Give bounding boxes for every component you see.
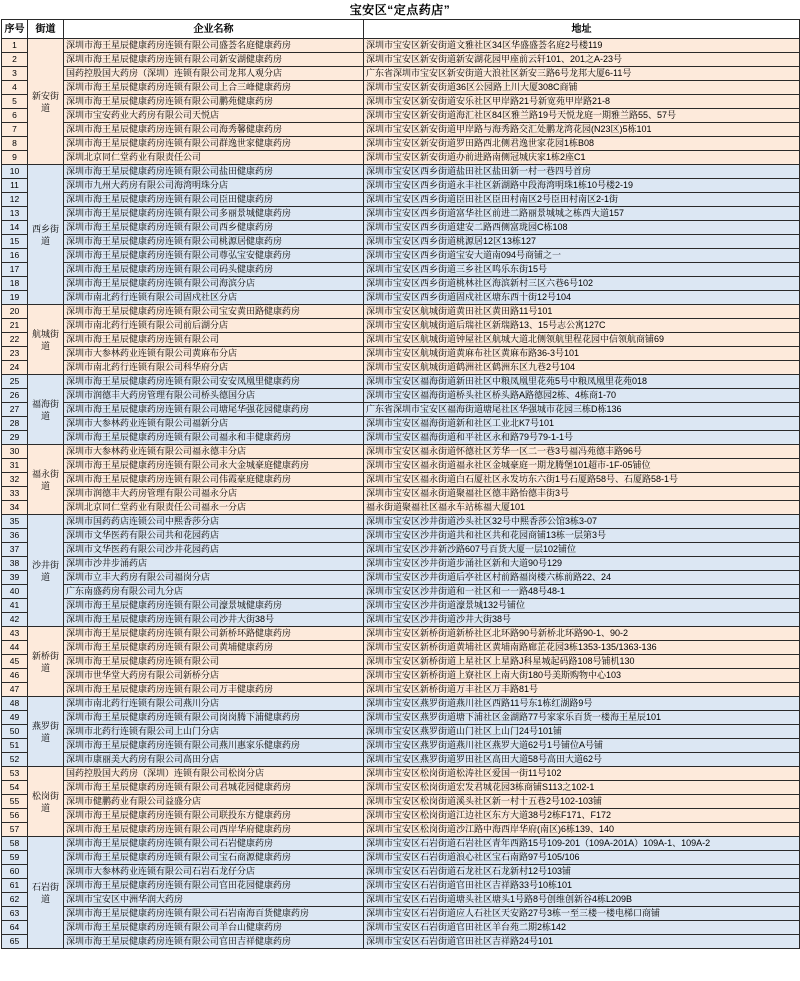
cell-seq: 28 [2, 417, 28, 431]
cell-address: 深圳市宝安区石岩街道浪心社区宝石南路97号105/106 [364, 851, 800, 865]
cell-address: 深圳市宝安区燕罗街道燕川社区西路11号东1栋红湖路9号 [364, 697, 800, 711]
table-row [2, 179, 800, 193]
cell-seq: 7 [2, 123, 28, 137]
cell-seq: 41 [2, 599, 28, 613]
cell-address: 深圳市宝安区西乡街道桃林社区海滨新村三区六巷6号102 [364, 277, 800, 291]
cell-address: 深圳市宝安区沙井街道濠景城132号铺位 [364, 599, 800, 613]
cell-company-name: 深圳市大参林药业连锁有限公司黄麻布分店 [64, 347, 364, 361]
cell-company-name: 国药控股国大药房（深圳）连锁有限公司松岗分店 [64, 767, 364, 781]
cell-address: 深圳市宝安区新安街道办前进路南侧冠城庆家1栋2座C1 [364, 151, 800, 165]
cell-company-name: 深圳市大参林药业连锁有限公司福永德丰分店 [64, 445, 364, 459]
table-row [2, 711, 800, 725]
cell-seq: 12 [2, 193, 28, 207]
header-seq: 序号 [2, 20, 28, 39]
table-row [2, 529, 800, 543]
table-row [2, 655, 800, 669]
cell-address: 深圳市宝安区西乡街道宝安大道南094号商铺之一 [364, 249, 800, 263]
cell-address: 深圳市宝安区石岩街道塘头社区塘头1号路8号创维创新谷4栋L209B [364, 893, 800, 907]
cell-address: 深圳市宝安区西乡街道桃源居12区13栋127 [364, 235, 800, 249]
cell-company-name: 深圳市大参林药业连锁有限公司福新分店 [64, 417, 364, 431]
cell-address: 深圳市宝安区航城街道黄麻布社区黄麻布路36-3号101 [364, 347, 800, 361]
cell-seq: 24 [2, 361, 28, 375]
cell-address: 深圳市宝安区福永街道福永社区金城豪庭一期龙腾堡101超市-1F-05铺位 [364, 459, 800, 473]
cell-street: 石岩街道 [28, 837, 64, 949]
cell-seq: 44 [2, 641, 28, 655]
table-row [2, 613, 800, 627]
cell-company-name: 深圳市海王星辰健康药房连锁有限公司伟霞豪庭健康药房 [64, 473, 364, 487]
table-row [2, 319, 800, 333]
cell-company-name: 深圳市海王星辰健康药房连锁有限公司盛荟名庭健康药房 [64, 39, 364, 53]
cell-company-name: 深圳市海王星辰健康药房连锁有限公司海秀馨健康药房 [64, 123, 364, 137]
cell-seq: 11 [2, 179, 28, 193]
cell-company-name: 深圳市宝安药业大药房有限公司天悦店 [64, 109, 364, 123]
cell-address: 深圳市宝安区松岗街道沙江路中海西岸华府(南区)6栋139、140 [364, 823, 800, 837]
cell-address: 深圳市宝安区新桥街道新桥社区北环路90号新桥北环路90-1、90-2 [364, 627, 800, 641]
cell-company-name: 深圳市海王星辰健康药房连锁有限公司君城花园健康药房 [64, 781, 364, 795]
table-row [2, 249, 800, 263]
cell-seq: 31 [2, 459, 28, 473]
cell-company-name: 广东南盛药房有限公司九分店 [64, 585, 364, 599]
table-row [2, 879, 800, 893]
table-row [2, 347, 800, 361]
table-row [2, 809, 800, 823]
cell-company-name: 深圳市海王星辰健康药房连锁有限公司塘尾华强花园健康药房 [64, 403, 364, 417]
table-row [2, 389, 800, 403]
cell-seq: 60 [2, 865, 28, 879]
table-row [2, 459, 800, 473]
table-row [2, 823, 800, 837]
cell-address: 深圳市宝安区西乡街道永丰社区新湖路中段海湾明珠1栋10号楼2-19 [364, 179, 800, 193]
cell-street: 沙井街道 [28, 515, 64, 627]
cell-company-name: 深圳市海王星辰健康药房连锁有限公司西乡健康药房 [64, 221, 364, 235]
cell-address: 深圳市宝安区新桥街道上星社区上星路J科星城起码路108号铺机130 [364, 655, 800, 669]
cell-seq: 42 [2, 613, 28, 627]
header-address: 地址 [364, 20, 800, 39]
cell-company-name: 深圳市海王星辰健康药房连锁有限公司黄埔健康药房 [64, 641, 364, 655]
table-row [2, 753, 800, 767]
cell-company-name: 深圳市国药药店连锁公司中熙香莎分店 [64, 515, 364, 529]
cell-company-name: 深圳北京同仁堂药业有限责任公司福永一分店 [64, 501, 364, 515]
table-row [2, 907, 800, 921]
cell-company-name: 深圳市海王星辰健康药房连锁有限公司盐田健康药房 [64, 165, 364, 179]
cell-seq: 33 [2, 487, 28, 501]
cell-address: 广东省深圳市宝安区福海街道塘尾社区华强城市花园三栋D栋136 [364, 403, 800, 417]
cell-seq: 47 [2, 683, 28, 697]
cell-address: 深圳市宝安区石岩街道官田社区吉祥路33号10栋101 [364, 879, 800, 893]
cell-address: 深圳市宝安区燕罗街道罗田社区高田大道58号高田大道62号 [364, 753, 800, 767]
table-row [2, 193, 800, 207]
cell-seq: 19 [2, 291, 28, 305]
table-row [2, 81, 800, 95]
cell-company-name: 深圳市海王星辰健康药房连锁有限公司濠景城健康药房 [64, 599, 364, 613]
cell-address: 深圳市宝安区燕罗街道山门社区上山门24号101铺 [364, 725, 800, 739]
table-row [2, 207, 800, 221]
cell-seq: 57 [2, 823, 28, 837]
cell-company-name: 深圳市宝安区中洲华润大药房 [64, 893, 364, 907]
page-title: 宝安区“定点药店” [349, 3, 451, 17]
cell-address: 深圳市宝安区松岗街道松涛社区爱国一街11号102 [364, 767, 800, 781]
table-body [2, 39, 800, 949]
cell-company-name: 深圳市海王星辰健康药房连锁有限公司 [64, 655, 364, 669]
cell-seq: 13 [2, 207, 28, 221]
table-row [2, 361, 800, 375]
cell-street: 新安街道 [28, 39, 64, 165]
cell-company-name: 深圳市海王星辰健康药房连锁有限公司码头健康药房 [64, 263, 364, 277]
table-row [2, 501, 800, 515]
cell-company-name: 深圳市海王星辰健康药房连锁有限公司 [64, 333, 364, 347]
cell-address: 深圳市宝安区燕罗街道塘下浦社区金湖路77号家家乐百货一楼海王星辰101 [364, 711, 800, 725]
header-name: 企业名称 [64, 20, 364, 39]
cell-company-name: 深圳市海王星辰健康药房连锁有限公司新安湖健康药房 [64, 53, 364, 67]
cell-street: 松岗街道 [28, 767, 64, 837]
cell-address: 深圳市宝安区沙井街道沙头社区32号中熙香莎公馆3栋3-07 [364, 515, 800, 529]
cell-seq: 65 [2, 935, 28, 949]
cell-address: 深圳市宝安区石岩街道官田社区吉祥路24号101 [364, 935, 800, 949]
table-row [2, 431, 800, 445]
cell-address: 深圳市宝安区航城街道后瑞社区新瑞路13、15号志公寓127C [364, 319, 800, 333]
table-row [2, 235, 800, 249]
cell-address: 深圳市宝安区石岩街道石龙社区石龙新村12号103铺 [364, 865, 800, 879]
cell-company-name: 深圳市文华医药有限公司共和花园药店 [64, 529, 364, 543]
cell-company-name: 深圳市海王星辰健康药房连锁有限公司尊弘宝安健康药房 [64, 249, 364, 263]
cell-seq: 59 [2, 851, 28, 865]
cell-address: 深圳市宝安区航城街道黄田社区黄田路11号101 [364, 305, 800, 319]
cell-street: 新桥街道 [28, 627, 64, 697]
header-street: 街道 [28, 20, 64, 39]
cell-seq: 35 [2, 515, 28, 529]
table-row [2, 333, 800, 347]
cell-company-name: 深圳市康丽美大药房有限公司高田分店 [64, 753, 364, 767]
cell-street: 燕罗街道 [28, 697, 64, 767]
cell-company-name: 深圳市海王星辰健康药房连锁有限公司石岩健康药房 [64, 837, 364, 851]
cell-address: 深圳市宝安区沙井新沙路607号百货大厦一层102铺位 [364, 543, 800, 557]
table-row [2, 487, 800, 501]
cell-seq: 38 [2, 557, 28, 571]
cell-company-name: 深圳市南北药行连锁有限公司前后湖分店 [64, 319, 364, 333]
cell-address: 深圳市宝安区新安街道甲岸路与海秀路交汇处鹏龙湾花园(N23区)5栋101 [364, 123, 800, 137]
cell-company-name: 深圳市海王星辰健康药房连锁有限公司新桥环路健康药房 [64, 627, 364, 641]
table-row [2, 137, 800, 151]
cell-seq: 5 [2, 95, 28, 109]
table-row [2, 921, 800, 935]
cell-address: 深圳市宝安区航城街道钟屋社区航城大道北侧领航里程花园中信领航商铺69 [364, 333, 800, 347]
cell-company-name: 深圳市北药行连锁有限公司上山门分店 [64, 725, 364, 739]
table-row [2, 627, 800, 641]
cell-address: 深圳市宝安区新安街道36区公园路上川大厦308C商铺 [364, 81, 800, 95]
cell-address: 深圳市宝安区新桥街道万丰社区万丰路81号 [364, 683, 800, 697]
cell-company-name: 深圳市南北药行连锁有限公司科华府分店 [64, 361, 364, 375]
cell-seq: 36 [2, 529, 28, 543]
table-row [2, 739, 800, 753]
table-row [2, 417, 800, 431]
table-row [2, 151, 800, 165]
table-row [2, 53, 800, 67]
cell-seq: 50 [2, 725, 28, 739]
cell-address: 深圳市宝安区燕罗街道燕川社区燕罗大道62号1号铺位A号铺 [364, 739, 800, 753]
cell-seq: 6 [2, 109, 28, 123]
cell-company-name: 国药控股国大药房（深圳）连锁有限公司龙邦人观分店 [64, 67, 364, 81]
cell-seq: 45 [2, 655, 28, 669]
cell-company-name: 深圳市海王星辰健康药房连锁有限公司宝安黄田路健康药房 [64, 305, 364, 319]
cell-company-name: 深圳市海王星辰健康药房连锁有限公司官田花园健康药房 [64, 879, 364, 893]
table-row [2, 263, 800, 277]
cell-seq: 34 [2, 501, 28, 515]
cell-seq: 64 [2, 921, 28, 935]
cell-address: 福永街道聚福社区福永车站栋福大厦101 [364, 501, 800, 515]
cell-seq: 30 [2, 445, 28, 459]
table-row [2, 445, 800, 459]
table-row [2, 277, 800, 291]
cell-seq: 22 [2, 333, 28, 347]
cell-address: 深圳市宝安区沙井街道和一社区和一一路48号48-1 [364, 585, 800, 599]
cell-company-name: 深圳市海王星辰健康药房连锁有限公司西岸华府健康药房 [64, 823, 364, 837]
cell-company-name: 深圳市海王星辰健康药房连锁有限公司臣田健康药房 [64, 193, 364, 207]
cell-seq: 55 [2, 795, 28, 809]
cell-address: 深圳市宝安区福海街道和平社区永和路79号79-1-1号 [364, 431, 800, 445]
cell-company-name: 深圳市海王星辰健康药房连锁有限公司石岩南海百货健康药房 [64, 907, 364, 921]
cell-seq: 62 [2, 893, 28, 907]
cell-seq: 8 [2, 137, 28, 151]
cell-company-name: 深圳市健鹏药业有限公司益盛分店 [64, 795, 364, 809]
cell-company-name: 深圳市海王星辰健康药房连锁有限公司联投东方健康药房 [64, 809, 364, 823]
cell-seq: 20 [2, 305, 28, 319]
cell-company-name: 深圳市润德丰大药房管理有限公司桥头德国分店 [64, 389, 364, 403]
table-row [2, 935, 800, 949]
cell-address: 深圳市宝安区西乡街道固戍社区塘东西十街12号104 [364, 291, 800, 305]
table-row [2, 669, 800, 683]
cell-address: 深圳市宝安区西乡街道三乡社区鸣乐东街15号 [364, 263, 800, 277]
cell-address: 深圳市宝安区松岗街道宏发君城花园3栋商铺S113之102-1 [364, 781, 800, 795]
cell-address: 深圳市宝安区新安街道文雅社区34区华盛盛荟名庭2号楼119 [364, 39, 800, 53]
cell-address: 深圳市宝安区西乡街道富华社区前进二路丽景城城之栋西大道157 [364, 207, 800, 221]
cell-address: 深圳市宝安区新安街道新安湖花园甲座前云轩101、201之A-23号 [364, 53, 800, 67]
cell-address: 深圳市宝安区石岩街道石岩社区青年西路15号109-201（109A-201A）109A-1、109A-2 [364, 837, 800, 851]
cell-seq: 37 [2, 543, 28, 557]
cell-address: 深圳市宝安区福海街道新和社区工业北K7号101 [364, 417, 800, 431]
cell-company-name: 深圳市九州大药房有限公司海湾明珠分店 [64, 179, 364, 193]
cell-company-name: 深圳市海王星辰健康药房连锁有限公司安安凤凰里健康药房 [64, 375, 364, 389]
cell-company-name: 深圳市南北药行连锁有限公司燕川分店 [64, 697, 364, 711]
cell-seq: 23 [2, 347, 28, 361]
cell-seq: 17 [2, 263, 28, 277]
cell-company-name: 深圳市海王星辰健康药房连锁有限公司桃源居健康药房 [64, 235, 364, 249]
cell-address: 深圳市宝安区沙井街道步涌社区新和大道90号129 [364, 557, 800, 571]
cell-company-name: 深圳市海王星辰健康药房连锁有限公司羊台山健康药房 [64, 921, 364, 935]
cell-street: 福海街道 [28, 375, 64, 445]
cell-seq: 29 [2, 431, 28, 445]
cell-seq: 49 [2, 711, 28, 725]
table-row [2, 123, 800, 137]
table-row [2, 599, 800, 613]
table-row [2, 795, 800, 809]
cell-seq: 54 [2, 781, 28, 795]
cell-street: 福永街道 [28, 445, 64, 515]
table-row [2, 837, 800, 851]
cell-company-name: 深圳市海王星辰健康药房连锁有限公司多丽景城健康药房 [64, 207, 364, 221]
table-row [2, 585, 800, 599]
cell-seq: 43 [2, 627, 28, 641]
cell-seq: 15 [2, 235, 28, 249]
table-row [2, 683, 800, 697]
table-header [2, 20, 800, 39]
pharmacy-table [1, 19, 800, 949]
cell-seq: 21 [2, 319, 28, 333]
table-row [2, 165, 800, 179]
cell-seq: 39 [2, 571, 28, 585]
cell-address: 深圳市宝安区福海街道新田社区中粮凤凰里花苑5号中粮凤凰里花苑018 [364, 375, 800, 389]
cell-seq: 48 [2, 697, 28, 711]
cell-address: 深圳市宝安区新安街道罗田路西北侧君逸世家花园1栋B08 [364, 137, 800, 151]
table-row [2, 851, 800, 865]
table-row [2, 403, 800, 417]
cell-address: 深圳市宝安区西乡街道臣田社区臣田村南区2号臣田村南区2-1街 [364, 193, 800, 207]
table-row [2, 39, 800, 53]
cell-seq: 26 [2, 389, 28, 403]
cell-address: 深圳市宝安区石岩街道官田社区羊台苑二期2栋142 [364, 921, 800, 935]
cell-seq: 10 [2, 165, 28, 179]
cell-company-name: 深圳北京同仁堂药业有限责任公司 [64, 151, 364, 165]
table-row [2, 725, 800, 739]
cell-address: 深圳市宝安区新安街道海汇社区84区雅兰路19号天悦龙庭一期雅兰路55、57号 [364, 109, 800, 123]
cell-seq: 58 [2, 837, 28, 851]
cell-company-name: 深圳市大参林药业连锁有限公司石岩石龙仔分店 [64, 865, 364, 879]
cell-address: 深圳市宝安区沙井街道后亭社区村前路福岗楼六栋前路22、24 [364, 571, 800, 585]
cell-company-name: 深圳市文华医药有限公司沙井花园药店 [64, 543, 364, 557]
cell-company-name: 深圳市海王星辰健康药房连锁有限公司岗岗腾下浦健康药房 [64, 711, 364, 725]
cell-company-name: 深圳市海王星辰健康药房连锁有限公司永大金城豪庭健康药房 [64, 459, 364, 473]
cell-company-name: 深圳市海王星辰健康药房连锁有限公司沙井大街38号 [64, 613, 364, 627]
cell-seq: 46 [2, 669, 28, 683]
table-row [2, 767, 800, 781]
cell-address: 深圳市宝安区沙井街道沙井大街38号 [364, 613, 800, 627]
table-row [2, 557, 800, 571]
cell-company-name: 深圳市海王星辰健康药房连锁有限公司宝石商源健康药房 [64, 851, 364, 865]
cell-company-name: 深圳市海王星辰健康药房连锁有限公司燕川惠家乐健康药房 [64, 739, 364, 753]
cell-seq: 25 [2, 375, 28, 389]
cell-address: 深圳市宝安区西乡街道盐田社区盐田新一村一巷四号首房 [364, 165, 800, 179]
cell-seq: 2 [2, 53, 28, 67]
table-row [2, 109, 800, 123]
table-row [2, 571, 800, 585]
table-row [2, 515, 800, 529]
cell-seq: 3 [2, 67, 28, 81]
cell-seq: 63 [2, 907, 28, 921]
cell-seq: 4 [2, 81, 28, 95]
table-row [2, 781, 800, 795]
cell-seq: 27 [2, 403, 28, 417]
cell-address: 深圳市宝安区石岩街道应人石社区天安路27号3栋一至三楼一楼电梯口商铺 [364, 907, 800, 921]
cell-company-name: 深圳市世华堂大药房有限公司新桥分店 [64, 669, 364, 683]
cell-address: 深圳市宝安区福永街道聚福社区德丰路怡德丰街3号 [364, 487, 800, 501]
cell-seq: 18 [2, 277, 28, 291]
table-row [2, 221, 800, 235]
table-row [2, 697, 800, 711]
cell-seq: 56 [2, 809, 28, 823]
cell-company-name: 深圳市海王星辰健康药房连锁有限公司万丰健康药房 [64, 683, 364, 697]
cell-company-name: 深圳市南北药行连锁有限公司固戍社区分店 [64, 291, 364, 305]
table-row [2, 473, 800, 487]
cell-seq: 16 [2, 249, 28, 263]
table-row [2, 67, 800, 81]
cell-address: 深圳市宝安区沙井街道共和社区共和花园商铺13栋一层第3号 [364, 529, 800, 543]
cell-company-name: 深圳市海王星辰健康药房连锁有限公司海滨分店 [64, 277, 364, 291]
cell-company-name: 深圳市海王星辰健康药房连锁有限公司官田吉祥健康药房 [64, 935, 364, 949]
cell-address: 深圳市宝安区福永街道怀德社区芳华一区二一巷3号福冯苑德丰路96号 [364, 445, 800, 459]
table-row [2, 305, 800, 319]
cell-address: 深圳市宝安区新桥街道上寮社区上南大街180号美斯购物中心103 [364, 669, 800, 683]
header-row [2, 20, 800, 39]
table-row [2, 543, 800, 557]
cell-address: 深圳市宝安区松岗街道溪头社区新一村十五巷2号102-103铺 [364, 795, 800, 809]
table-row [2, 865, 800, 879]
cell-address: 深圳市宝安区福永街道白石厦社区永发坊东六街1号石厦路58号、石厦路58-1号 [364, 473, 800, 487]
cell-company-name: 深圳市海王星辰健康药房连锁有限公司上合三峰健康药房 [64, 81, 364, 95]
cell-address: 深圳市宝安区西乡街道建安二路西侧富珑园C栋108 [364, 221, 800, 235]
cell-seq: 61 [2, 879, 28, 893]
cell-company-name: 深圳市海王星辰健康药房连锁有限公司群逸世家健康药房 [64, 137, 364, 151]
cell-address: 深圳市宝安区松岗街道江边社区东方大道38号2栋F171、F172 [364, 809, 800, 823]
cell-address: 深圳市宝安区新桥街道黄埔社区黄埔南路廊芷花园3栋1353-135/1363-136 [364, 641, 800, 655]
cell-seq: 1 [2, 39, 28, 53]
cell-address: 深圳市宝安区航城街道鹤洲社区鹤洲东区九巷2号104 [364, 361, 800, 375]
cell-company-name: 深圳市沙井步涌药店 [64, 557, 364, 571]
cell-company-name: 深圳市润德丰大药房管理有限公司福永分店 [64, 487, 364, 501]
table-row [2, 893, 800, 907]
cell-company-name: 深圳市海王星辰健康药房连锁有限公司福永和丰健康药房 [64, 431, 364, 445]
cell-seq: 32 [2, 473, 28, 487]
table-row [2, 95, 800, 109]
table-row [2, 291, 800, 305]
cell-seq: 52 [2, 753, 28, 767]
cell-street: 西乡街道 [28, 165, 64, 305]
cell-seq: 51 [2, 739, 28, 753]
cell-street: 航城街道 [28, 305, 64, 375]
cell-seq: 40 [2, 585, 28, 599]
table-row [2, 375, 800, 389]
cell-address: 深圳市宝安区福海街道桥头社区桥头路A路德园2栋、4栋商1-70 [364, 389, 800, 403]
cell-company-name: 深圳市立丰大药房有限公司福岗分店 [64, 571, 364, 585]
cell-seq: 14 [2, 221, 28, 235]
cell-seq: 9 [2, 151, 28, 165]
table-row [2, 641, 800, 655]
cell-company-name: 深圳市海王星辰健康药房连锁有限公司鹏苑健康药房 [64, 95, 364, 109]
cell-address: 广东省深圳市宝安区新安街道大浪社区新安三路6号龙邦大厦6-11号 [364, 67, 800, 81]
cell-address: 深圳市宝安区新安街道安乐社区甲岸路21号新宽苑甲岸路21-8 [364, 95, 800, 109]
cell-seq: 53 [2, 767, 28, 781]
